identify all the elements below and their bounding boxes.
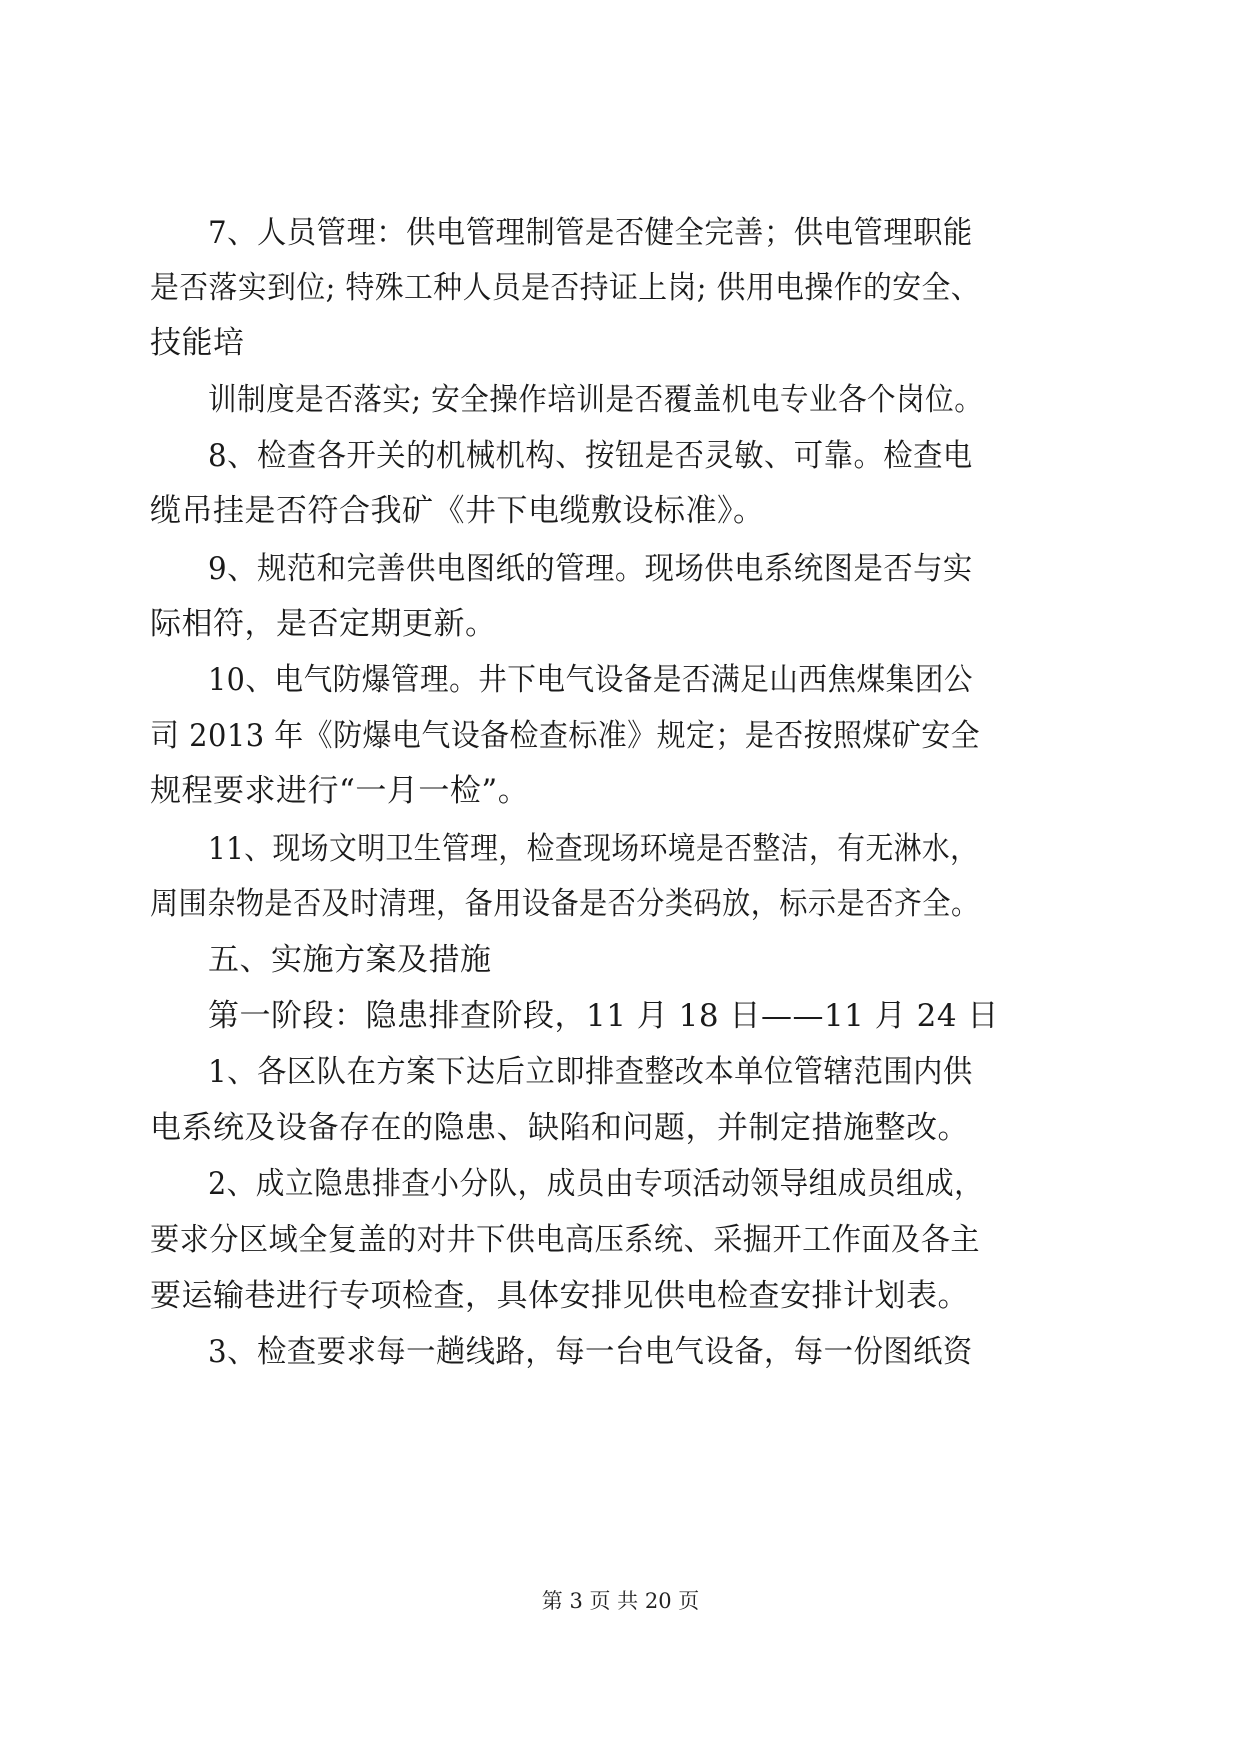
text-line: 1、各区队在方案下达后立即排查整改本单位管辖范围内供 [208,1054,973,1090]
text-line: 3、检查要求每一趟线路，每一台电气设备，每一份图纸资 [208,1334,973,1370]
text-line: 10、电气防爆管理。井下电气设备是否满足山西焦煤集团公 [208,662,973,698]
text-line: 要运输巷进行专项检查，具体安排见供电检查安排计划表。 [150,1278,969,1314]
text-line: 第一阶段：隐患排查阶段，11 月 18 日——11 月 24 日 [208,998,999,1034]
text-line: 2、成立隐患排查小分队，成员由专项活动领导组成员组成， [208,1166,984,1202]
text-line: 司 2013 年《防爆电气设备检查标准》规定；是否按照煤矿安全 [150,718,981,754]
text-line: 9、规范和完善供电图纸的管理。现场供电系统图是否与实 [208,551,973,587]
text-line: 周围杂物是否及时清理，备用设备是否分类码放，标示是否齐全。 [150,886,980,922]
text-line: 电系统及设备存在的隐患、缺陷和问题，并制定措施整改。 [150,1110,969,1146]
text-line: 要求分区域全复盖的对井下供电高压系统、采掘开工作面及各主 [150,1222,980,1258]
text-line: 训制度是否落实; 安全操作培训是否覆盖机电专业各个岗位。 [208,382,984,418]
text-line: 规程要求进行“一月一检”。 [150,773,530,809]
text-line: 7、人员管理：供电管理制管是否健全完善；供电管理职能 [208,215,973,251]
text-line: 8、检查各开关的机械机构、按钮是否灵敏、可靠。检查电 [208,438,973,474]
text-line: 11、现场文明卫生管理，检查现场环境是否整洁，有无淋水， [208,831,979,867]
text-line: 是否落实到位; 特殊工种人员是否持证上岗; 供用电操作的安全、 [150,270,981,306]
text-line: 缆吊挂是否符合我矿《井下电缆敷设标准》。 [150,493,765,529]
section-heading: 五、实施方案及措施 [208,942,492,978]
text-line: 技能培 [150,325,245,361]
page-footer: 第 3 页 共 20 页 [541,1589,700,1613]
text-line: 际相符，是否定期更新。 [150,606,497,642]
